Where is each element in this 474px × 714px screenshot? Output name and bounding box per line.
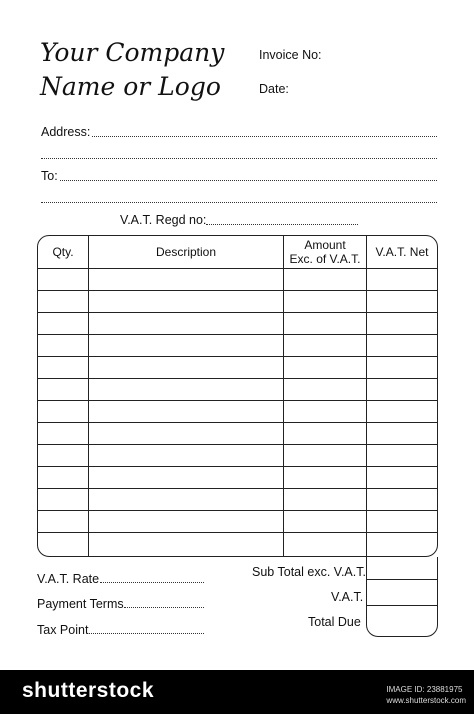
to-line-2[interactable]: [41, 202, 437, 203]
table-row: [38, 400, 437, 401]
to-line-1[interactable]: [60, 180, 437, 181]
image-id-text: IMAGE ID: 23881975: [386, 685, 463, 694]
invoice-no-label: Invoice No:: [259, 48, 322, 62]
date-label: Date:: [259, 82, 289, 96]
table-row: [38, 488, 437, 489]
header-row-divider: [38, 268, 437, 269]
payment-terms-line[interactable]: [124, 607, 204, 608]
vat-regd-line[interactable]: [206, 224, 358, 225]
logo-line-2: Name or Logo: [40, 72, 221, 101]
header-qty: Qty.: [52, 245, 74, 259]
header-amount: [284, 238, 366, 266]
address-line-2[interactable]: [41, 158, 437, 159]
stock-brand-logo: shutterstock: [22, 679, 155, 702]
table-row: [38, 510, 437, 511]
column-divider-qty: [88, 236, 89, 556]
address-line-1[interactable]: [92, 136, 437, 137]
vat-rate-line[interactable]: [100, 582, 204, 583]
header-amount-line2: Exc. of V.A.T.: [289, 252, 361, 266]
header-vat-net: V.A.T. Net: [375, 245, 429, 259]
totals-box: [366, 557, 438, 637]
site-text: www.shutterstock.com: [386, 696, 466, 705]
subtotal-row-divider: [367, 579, 437, 580]
table-row: [38, 466, 437, 467]
table-row: [38, 378, 437, 379]
logo-line-1: Your Company: [40, 38, 225, 67]
table-row: [38, 312, 437, 313]
table-row: [38, 290, 437, 291]
company-logo-placeholder: [40, 36, 240, 104]
total-due-label: Total Due: [308, 615, 361, 629]
table-row: [38, 444, 437, 445]
vat-total-label: V.A.T.: [331, 590, 364, 604]
subtotal-label: Sub Total exc. V.A.T.: [252, 565, 366, 579]
tax-point-label: Tax Point: [37, 623, 89, 637]
tax-point-line[interactable]: [89, 633, 204, 634]
vat-rate-label: V.A.T. Rate: [37, 572, 100, 586]
vat-row-divider: [367, 605, 437, 606]
column-divider-description: [283, 236, 284, 556]
vat-regd-label: V.A.T. Regd no:: [120, 213, 207, 227]
table-row: [38, 532, 437, 533]
to-label: To:: [41, 169, 58, 183]
items-table: [37, 235, 438, 557]
payment-terms-label: Payment Terms: [37, 597, 124, 611]
column-divider-amount: [366, 236, 367, 556]
header-amount-line1: Amount: [304, 238, 346, 252]
table-row: [38, 334, 437, 335]
address-label: Address:: [41, 125, 91, 139]
table-row: [38, 356, 437, 357]
header-description: Description: [155, 245, 217, 259]
table-row: [38, 422, 437, 423]
stock-image-meta: [386, 684, 466, 706]
